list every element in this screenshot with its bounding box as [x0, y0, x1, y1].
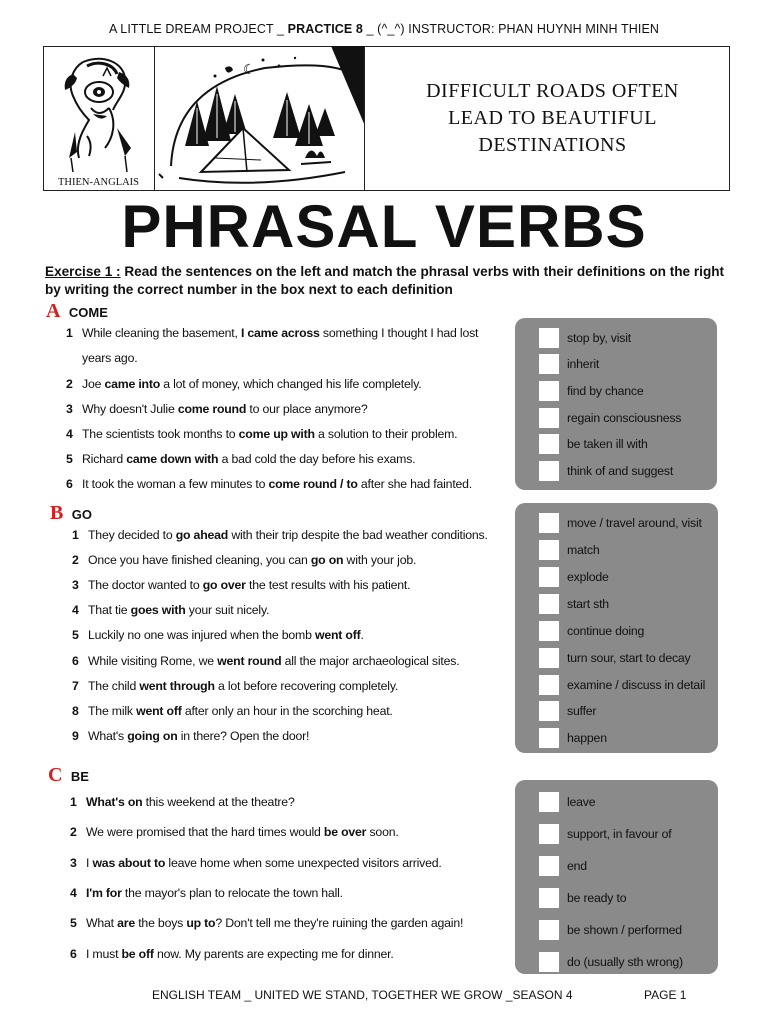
quote-line-3: DESTINATIONS — [478, 134, 627, 156]
footer-text: ENGLISH TEAM _ UNITED WE STAND, TOGETHER WE GROW _SEASON 4 — [152, 988, 573, 1002]
section-word: BE — [70, 769, 89, 784]
top-line-suffix: _ (^_^) INSTRUCTOR: PHAN HUYNH MINH THIEN — [362, 22, 660, 36]
answer-box[interactable] — [539, 540, 559, 560]
header-quote — [390, 78, 715, 159]
answer-box[interactable] — [539, 920, 559, 940]
answer-box[interactable] — [539, 567, 559, 587]
definition-row: happen — [539, 726, 607, 750]
sentence: 7 The child went through a lot before recovering completely. — [72, 679, 399, 693]
definition-row: move / travel around, visit — [539, 511, 702, 535]
sentence: 2 We were promised that the hard times would be over soon. — [70, 825, 399, 839]
sentence: 6 While visiting Rome, we went round all the major archaeological sites. — [72, 654, 460, 668]
answer-box[interactable] — [539, 728, 559, 748]
section-a-heading — [46, 300, 108, 323]
exercise-label: Exercise 1 : — [45, 264, 121, 279]
logo-label: THIEN-ANGLAIS — [57, 177, 140, 188]
answer-box[interactable] — [539, 792, 559, 812]
definitions-panel-a — [515, 318, 717, 490]
sentence: 4 I'm for the mayor's plan to relocate the town hall. — [70, 886, 343, 900]
sentence: 8 The milk went off after only an hour in the scorching heat. — [72, 704, 393, 718]
answer-box[interactable] — [539, 701, 559, 721]
section-letter: A — [46, 300, 61, 322]
answer-box[interactable] — [539, 621, 559, 641]
definitions-panel-b — [515, 503, 718, 753]
sentence: 6 I must be off now. My parents are expecting me for dinner. — [70, 947, 394, 961]
sentence: 5 What are the boys up to? Don't tell me they're ruining the garden again! — [70, 916, 464, 930]
answer-box[interactable] — [539, 434, 559, 454]
definition-row: regain consciousness — [539, 406, 681, 430]
sentence: years ago. — [82, 351, 138, 365]
definition-row: stop by, visit — [539, 326, 631, 350]
sentence: 4 That tie goes with your suit nicely. — [72, 603, 270, 617]
definition-row: explode — [539, 565, 609, 589]
definition-row: turn sour, start to decay — [539, 646, 691, 670]
page-title: PHRASAL VERBS — [121, 193, 647, 260]
sentence: 5 Richard came down with a bad cold the day before his exams. — [66, 452, 416, 466]
sentence: 5 Luckily no one was injured when the bomb went off. — [72, 628, 364, 642]
top-line-practice: PRACTICE 8 — [287, 22, 363, 36]
answer-box[interactable] — [539, 354, 559, 374]
section-c-heading — [48, 764, 89, 787]
definition-row: inherit — [539, 352, 599, 376]
definition-row: think of and suggest — [539, 459, 673, 483]
definitions-panel-c — [515, 780, 718, 974]
sentence: 4 The scientists took months to come up with a solution to their problem. — [66, 427, 458, 441]
sentence: 9 What's going on in there? Open the door! — [72, 729, 310, 743]
section-word: COME — [68, 305, 108, 320]
section-b-heading — [50, 502, 92, 525]
section-letter: C — [48, 764, 63, 786]
tribal-girl-logo-icon — [43, 48, 155, 176]
answer-box[interactable] — [539, 824, 559, 844]
answer-box[interactable] — [539, 856, 559, 876]
answer-box[interactable] — [539, 381, 559, 401]
sentence: 3 Why doesn't Julie come round to our place anymore? — [66, 402, 368, 416]
camping-tent-forest-icon — [155, 46, 365, 191]
answer-box[interactable] — [539, 888, 559, 908]
quote-line-2: LEAD TO BEAUTIFUL — [448, 107, 657, 129]
definition-row: suffer — [539, 699, 596, 723]
definition-row: do (usually sth wrong) — [539, 950, 683, 974]
camp-illustration-cell — [155, 46, 365, 191]
svg-text:☾: ☾ — [243, 62, 256, 78]
definition-row: match — [539, 538, 600, 562]
sentence: 3 I was about to leave home when some unexpected visitors arrived. — [70, 856, 442, 870]
definition-row: support, in favour of — [539, 822, 672, 846]
answer-box[interactable] — [539, 594, 559, 614]
definition-row: start sth — [539, 592, 609, 616]
answer-box[interactable] — [539, 408, 559, 428]
answer-box[interactable] — [539, 328, 559, 348]
quote-line-1: DIFFICULT ROADS OFTEN — [426, 80, 679, 102]
page-number: PAGE 1 — [644, 988, 687, 1002]
answer-box[interactable] — [539, 461, 559, 481]
sentence: 2 Joe came into a lot of money, which changed his life completely. — [66, 377, 422, 391]
top-line-prefix: A LITTLE DREAM PROJECT _ — [108, 22, 288, 36]
section-word: GO — [71, 507, 93, 522]
definition-row: continue doing — [539, 619, 644, 643]
definition-row: find by chance — [539, 379, 644, 403]
section-letter: B — [50, 502, 64, 524]
sentence: 2 Once you have finished cleaning, you can go on with your job. — [72, 553, 417, 567]
sentence: 1 While cleaning the basement, I came across something I thought I had lost — [66, 326, 479, 340]
exercise-instruction — [45, 263, 735, 299]
top-line — [0, 22, 768, 36]
sentence: 1 They decided to go ahead with their trip despite the bad weather conditions. — [72, 528, 488, 542]
exercise-text: Read the sentences on the left and match the phrasal verbs with their definitions on the right by writing the correct number in the box next to each definition — [45, 264, 725, 297]
answer-box[interactable] — [539, 675, 559, 695]
answer-box[interactable] — [539, 648, 559, 668]
answer-box[interactable] — [539, 952, 559, 972]
logo-cell — [43, 46, 155, 191]
answer-box[interactable] — [539, 513, 559, 533]
definition-row: be taken ill with — [539, 432, 648, 456]
definition-row: leave — [539, 790, 595, 814]
sentence: 1 What's on this weekend at the theatre? — [70, 795, 295, 809]
sentence: 3 The doctor wanted to go over the test results with his patient. — [72, 578, 411, 592]
definition-row: examine / discuss in detail — [539, 673, 705, 697]
definition-row: be shown / performed — [539, 918, 682, 942]
sentence: 6 It took the woman a few minutes to come round / to after she had fainted. — [66, 477, 473, 491]
definition-row: end — [539, 854, 587, 878]
definition-row: be ready to — [539, 886, 626, 910]
